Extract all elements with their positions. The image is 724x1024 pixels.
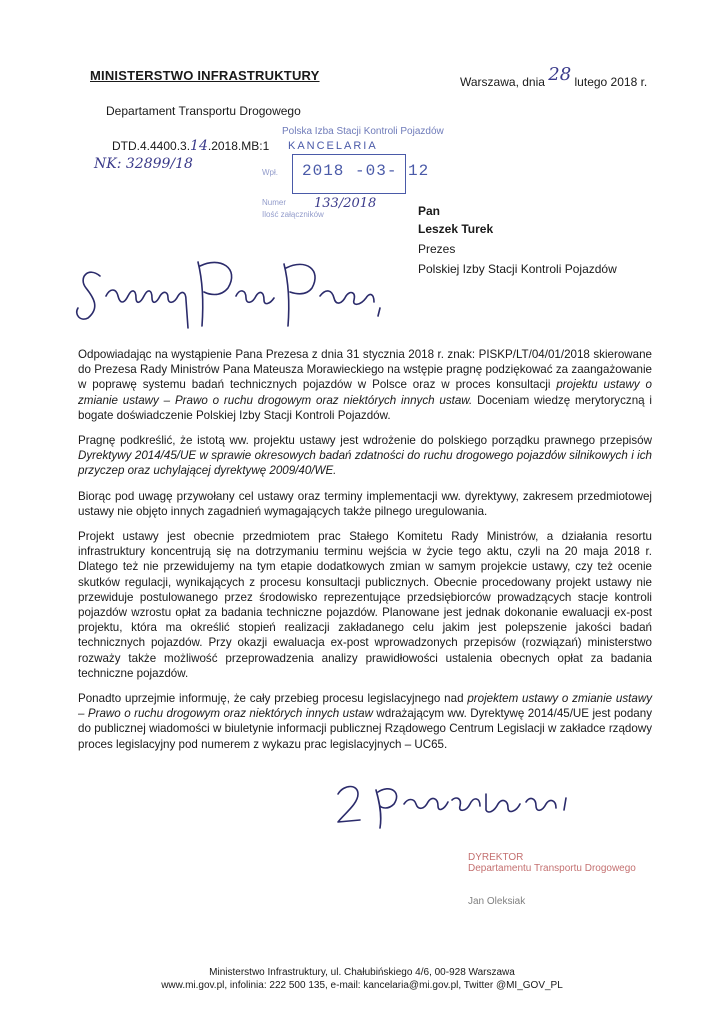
paragraph-5 — [78, 691, 652, 752]
footer-address: Ministerstwo Infrastruktury, ul. Chałubińskiego 4/6, 00-928 Warszawa — [209, 967, 515, 978]
paragraph-4: Projekt ustawy jest obecnie przedmiotem prac Stałego Komitetu Rady Ministrów, a działania resortu infrastruktury koncentrują się na dotrzymaniu terminu wejścia w życie tego aktu, czyli na 20 maja 2018 r. Dlatego też nie przewidujemy na tym etapie dodatkowych zmian w samym projekcie ustawy, czy też ocenie skutków regulacji, wynikających z procesu konsultacji publicznych. Obecnie procedowany projekt ustawy nie przewiduje postulowanego przez środowisko reprezentujące przedsiębiorców prowadzących stacje kontroli pojazdów wzrostu opłat za badania techniczne pojazdów. Planowane jest jednak dokonanie ewaluacji ex-post projektu, która ma określić stopień realizacji zakładanego celu jakim jest polepszenie jakości badań technicznych pojazdów. Przy okazji ewaluacja ex-post wprowadzonych przepisów (rozwiązań) ministerstwo rozważy także możliwość przeprowadzenia analizy prawidłowości ustalenia obecnych opłat za badania techniczne pojazdów. — [78, 530, 652, 680]
p1-text-b: Doceniam wiedzę merytoryczną i bogate doświadczenie Polskiej Izby Stacji Kontroli Pojazdów. — [78, 393, 652, 422]
director-stamp — [468, 852, 636, 907]
stamp-attachments-label: Ilość załączników — [262, 210, 324, 219]
p2-text-italic: Dyrektywy 2014/45/UE w sprawie okresowych badań zdatności do ruchu drogowego pojazdów silnikowych i ich przyczep oraz uchylającej dyrektywę 2009/40/WE. — [78, 449, 652, 478]
recipient-title: Prezes — [418, 242, 456, 256]
paragraph-1 — [78, 347, 652, 423]
stamp-number-label: Numer — [262, 198, 287, 207]
place-date-suffix: lutego 2018 r. — [574, 75, 648, 89]
stamp-org: Polska Izba Stacji Kontroli Pojazdów — [282, 126, 444, 137]
recipient-salutation: Pan — [418, 204, 441, 218]
stamp-date: 2018 -03- 12 — [302, 162, 430, 180]
place-date-prefix: Warszawa, dnia — [460, 75, 545, 89]
stamp-number: 133/2018 — [314, 196, 377, 211]
case-signature — [112, 138, 269, 154]
recipient-organization: Polskiej Izby Stacji Kontroli Pojazdów — [418, 262, 617, 276]
handwritten-closing — [330, 770, 590, 830]
paragraph-2 — [78, 433, 652, 479]
director-stamp-title: DYREKTOR — [468, 852, 524, 863]
p5-text-b: wdrażającym ww. Dyrektywę 2014/45/UE jest podany do publicznej wiadomości w biuletynie informacji publicznej Rządowego Centrum Legislacji w zakładce rządowy proces legislacyjny pod numerem z wykazu prac legislacyjnych – UC65. — [78, 707, 652, 751]
p2-text-a: Pragnę podkreślić, że istotą ww. projektu ustawy jest wdrożenie do polskiego porządku prawnego przepisów — [78, 434, 652, 448]
signature-prefix: DTD.4.4400.3. — [112, 139, 191, 153]
paragraph-3: Biorąc pod uwagę przywołany cel ustawy oraz terminy implementacji ww. dyrektywy, zakresem przedmiotowej ustawy nie objęto innych zagadnień wymagających także pilnego uregulowania. — [78, 489, 652, 518]
place-date-day: 28 — [548, 64, 572, 85]
recipient-name: Leszek Turek — [418, 222, 494, 236]
signature-hand: 14 — [190, 138, 208, 154]
director-stamp-department: Departamentu Transportu Drogowego — [468, 863, 636, 874]
stamp-received-label: Wpł. — [262, 168, 278, 177]
place-date — [460, 64, 648, 91]
footer-contact: www.mi.gov.pl, infolinia: 222 500 135, e-mail: kancelaria@mi.gov.pl, Twitter @MI_GOV_PL — [161, 980, 563, 991]
letter-body — [78, 347, 652, 762]
p1-text-a: Odpowiadając na wystąpienie Pana Prezesa z dnia 31 stycznia 2018 r. znak: PISKP/LT/04/01/2018 skierowane do Prezesa Rady Ministrów Pana Mateusza Morawieckiego na wstępie pragnę podziękować za zaangażowanie w poprawę systemu badań technicznych pojazdów w Polsce oraz w proces konsultacji — [78, 348, 652, 392]
p1-text-italic: projektu ustawy o zmianie ustawy – Prawo o ruchu drogowym oraz niektórych innych ustaw. — [78, 378, 652, 407]
footer — [0, 966, 724, 992]
ministry-name: MINISTERSTWO INFRASTRUKTURY — [90, 68, 320, 83]
stamp-office: KANCELARIA — [288, 140, 378, 152]
handwritten-greeting — [70, 248, 390, 338]
director-stamp-name: Jan Oleksiak — [468, 896, 526, 907]
department-name: Departament Transportu Drogowego — [106, 104, 301, 118]
p5-text-italic: projektem ustawy o zmianie ustawy – Prawo o ruchu drogowym oraz niektórych innych ustaw — [78, 692, 652, 721]
p5-text-a: Ponadto uprzejmie informuję, że cały przebieg procesu legislacyjnego nad — [78, 692, 468, 706]
signature-suffix: .2018.MB:1 — [207, 139, 270, 153]
nk-number: NK: 32899/18 — [94, 156, 193, 172]
